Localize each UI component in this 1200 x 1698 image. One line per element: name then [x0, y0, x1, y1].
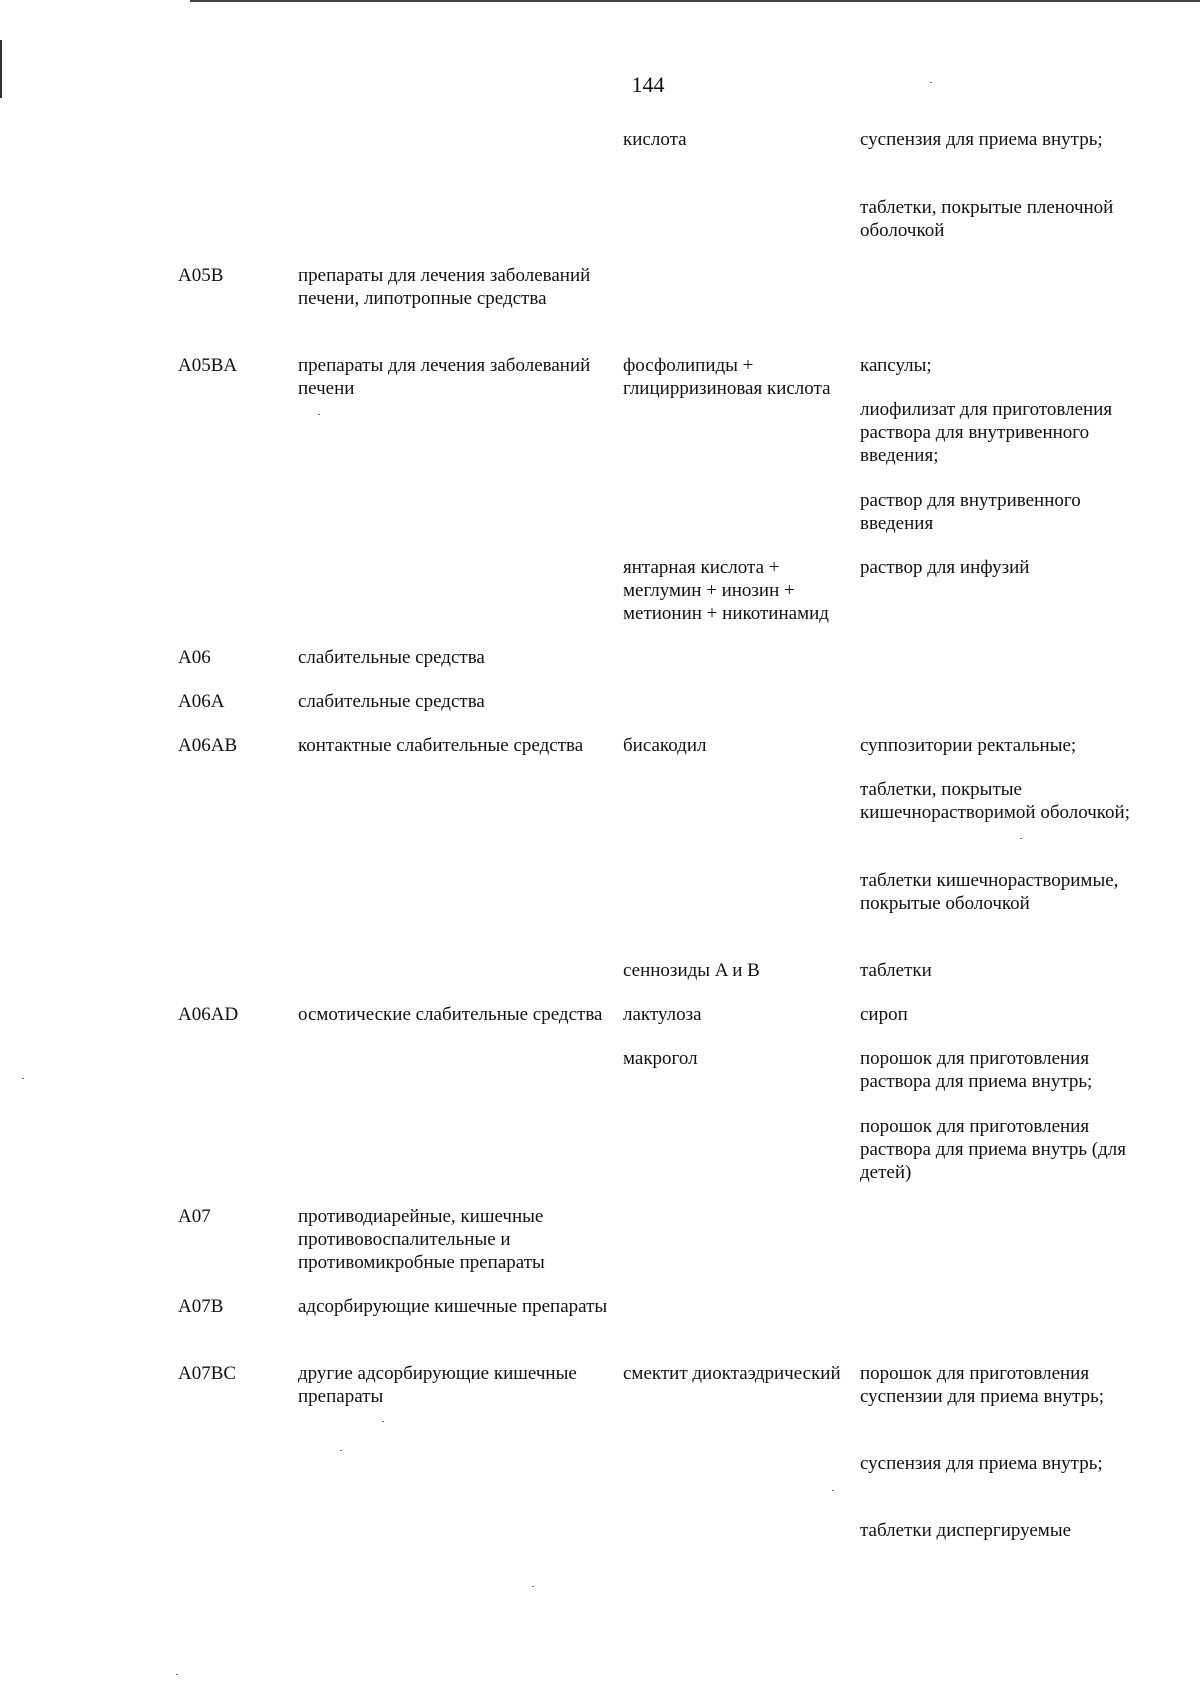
dosage-form-cell: порошок для приготовления раствора для приема внутрь (для детей): [860, 1116, 1126, 1183]
atc-code-cell: A07BC: [178, 1363, 237, 1384]
scan-speck: [1020, 838, 1022, 839]
inn-cell: янтарная кислота + меглумин + инозин + метионин + никотинамид: [623, 557, 829, 624]
atc-code-cell: A07: [178, 1206, 211, 1227]
scan-speck: [930, 82, 932, 83]
dosage-form-cell: сироп: [860, 1004, 908, 1025]
group-name-cell: контактные слабительные средства: [298, 735, 584, 756]
dosage-form-cell: лиофилизат для приготовления раствора для внутривенного введения;: [860, 399, 1113, 466]
atc-code-cell: A06AD: [178, 1004, 239, 1025]
atc-code-cell: A06A: [178, 691, 225, 712]
dosage-form-cell: суспензия для приема внутрь;: [860, 1453, 1103, 1474]
dosage-form-cell: суппозитории ректальные;: [860, 735, 1077, 756]
scan-speck: [382, 1421, 384, 1422]
atc-code-cell: A05BA: [178, 355, 238, 376]
dosage-form-cell: порошок для приготовления раствора для приема внутрь;: [860, 1048, 1093, 1092]
inn-cell: фосфолипиды + глицирризиновая кислота: [623, 355, 831, 399]
dosage-form-cell: раствор для внутривенного введения: [860, 490, 1081, 534]
atc-code-cell: A06: [178, 647, 211, 668]
group-name-cell: противодиарейные, кишечные противовоспалительные и противомикробные препараты: [298, 1206, 545, 1273]
scan-speck: [22, 1078, 24, 1079]
dosage-form-cell: суспензия для приема внутрь;: [860, 129, 1103, 150]
scan-speck: [318, 414, 320, 415]
atc-code-cell: A07B: [178, 1296, 224, 1317]
dosage-form-cell: таблетки диспергируемые: [860, 1520, 1072, 1541]
inn-cell: сеннозиды A и B: [623, 960, 760, 981]
scan-speck: [832, 1490, 834, 1491]
group-name-cell: слабительные средства: [298, 691, 485, 712]
group-name-cell: препараты для лечения заболеваний печени: [298, 355, 591, 399]
dosage-form-cell: таблетки кишечнорастворимые, покрытые оболочкой: [860, 870, 1119, 914]
group-name-cell: адсорбирующие кишечные препараты: [298, 1296, 608, 1317]
inn-cell: бисакодил: [623, 735, 707, 756]
dosage-form-cell: порошок для приготовления суспензии для приема внутрь;: [860, 1363, 1105, 1407]
dosage-form-cell: таблетки, покрытые кишечнорастворимой оболочкой;: [860, 779, 1131, 823]
group-name-cell: осмотические слабительные средства: [298, 1004, 603, 1025]
scan-edge-line: [190, 0, 1200, 2]
atc-code-cell: A06AB: [178, 735, 238, 756]
inn-cell: макрогол: [623, 1048, 698, 1069]
dosage-form-cell: таблетки, покрытые пленочной оболочкой: [860, 197, 1114, 241]
inn-cell: лактулоза: [623, 1004, 702, 1025]
scan-speck: [176, 1674, 178, 1675]
scan-speck: [340, 1450, 342, 1451]
group-name-cell: другие адсорбирующие кишечные препараты: [298, 1363, 577, 1407]
group-name-cell: слабительные средства: [298, 647, 485, 668]
dosage-form-cell: капсулы;: [860, 355, 932, 376]
group-name-cell: препараты для лечения заболеваний печени, липотропные средства: [298, 265, 591, 309]
atc-code-cell: A05B: [178, 265, 224, 286]
dosage-form-cell: таблетки: [860, 960, 932, 981]
scan-speck: [532, 1586, 534, 1587]
inn-cell: смектит диоктаэдрический: [623, 1363, 841, 1384]
dosage-form-cell: раствор для инфузий: [860, 557, 1030, 578]
inn-cell: кислота: [623, 129, 687, 150]
page-number: 144: [631, 72, 665, 97]
